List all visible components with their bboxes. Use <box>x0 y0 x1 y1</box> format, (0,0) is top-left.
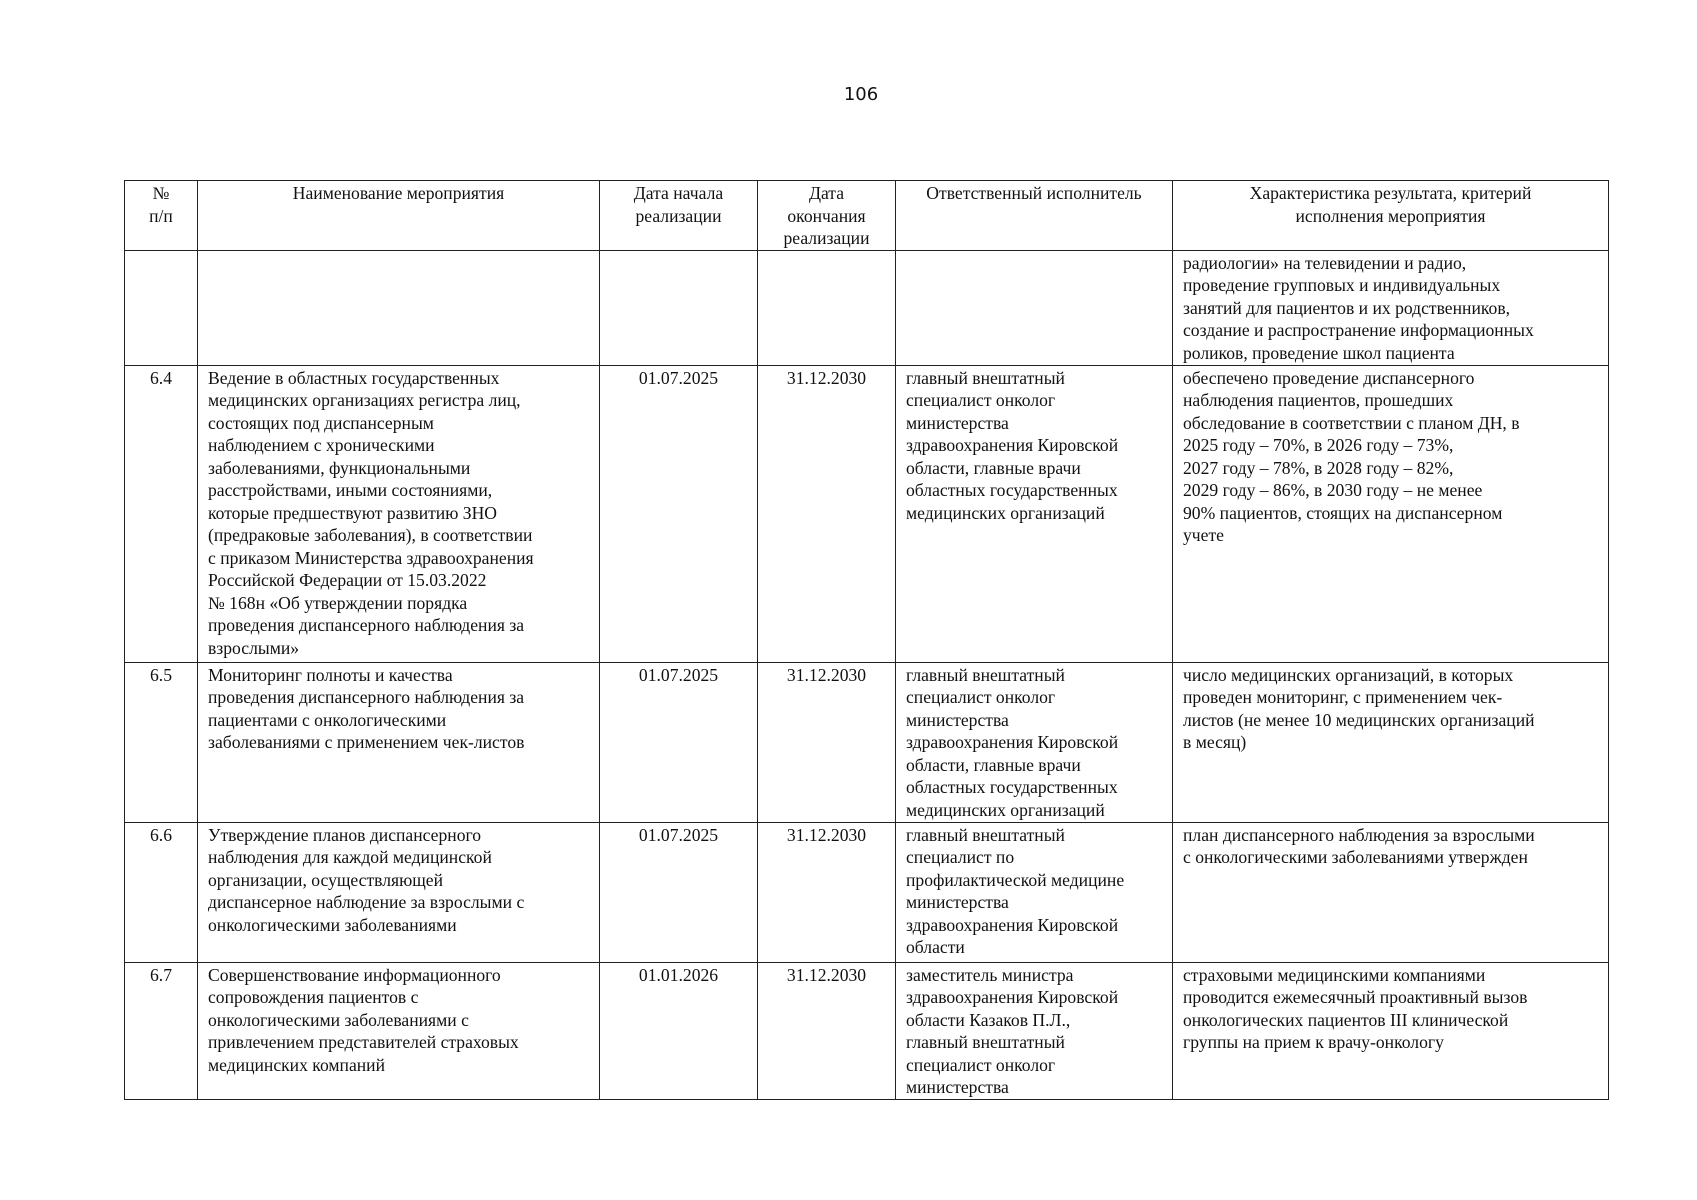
header-activity-name: Наименование мероприятия <box>198 181 600 251</box>
header-responsible: Ответственный исполнитель <box>896 181 1173 251</box>
table-row <box>125 365 1609 662</box>
cell-end-date: 31.12.2030 <box>758 662 896 822</box>
cell-activity-name <box>198 250 600 365</box>
header-start-date: Дата начала реализации <box>600 181 758 251</box>
cell-number: 6.7 <box>125 962 198 1099</box>
cell-result: страховыми медицинскими компаниями проводится ежемесячный проактивный вызов онкологических пациентов III клинической группы на прием к врачу-онкологу <box>1173 962 1609 1099</box>
cell-activity-name: Мониторинг полноты и качества проведения диспансерного наблюдения за пациентами с онкологическими заболеваниями с применением чек-листов <box>198 662 600 822</box>
table-row <box>125 822 1609 962</box>
header-row <box>125 181 1609 251</box>
cell-activity-name: Ведение в областных государственных медицинских организациях регистра лиц, состоящих под диспансерным наблюдением с хроническими заболеваниями, функциональными расстройствами, иными состояниями, которые предшествуют развитию ЗНО (предраковые заболевания), в соответствии с приказом Министерства здравоохранения Российской Федерации от 15.03.2022 № 168н «Об утверждении порядка проведения диспансерного наблюдения за взрослыми» <box>198 365 600 662</box>
cell-result: число медицинских организаций, в которых проведен мониторинг, с применением чек- листов (не менее 10 медицинских организаций в месяц) <box>1173 662 1609 822</box>
cell-responsible <box>896 250 1173 365</box>
cell-responsible: главный внештатный специалист онколог министерства здравоохранения Кировской области, главные врачи областных государственных медицинских организаций <box>896 662 1173 822</box>
activities-table <box>124 180 1609 1100</box>
cell-start-date: 01.07.2025 <box>600 365 758 662</box>
cell-activity-name: Совершенствование информационного сопровождения пациентов с онкологическими заболеваниями с привлечением представителей страховых медицинских компаний <box>198 962 600 1099</box>
header-number: № п/п <box>125 181 198 251</box>
cell-result: обеспечено проведение диспансерного наблюдения пациентов, прошедших обследование в соответствии с планом ДН, в 2025 году – 70%, в 2026 году – 73%, 2027 году – 78%, в 2028 году – 82%, 2029 году – 86%, в 2030 году – не менее 90% пациентов, стоящих на диспансерном учете <box>1173 365 1609 662</box>
table-header <box>125 181 1609 251</box>
cell-result: радиологии» на телевидении и радио, проведение групповых и индивидуальных занятий для пациентов и их родственников, создание и распространение информационных роликов, проведение школ пациента <box>1173 250 1609 365</box>
cell-result: план диспансерного наблюдения за взрослыми с онкологическими заболеваниями утвержден <box>1173 822 1609 962</box>
cell-end-date: 31.12.2030 <box>758 822 896 962</box>
cell-number: 6.5 <box>125 662 198 822</box>
cell-number <box>125 250 198 365</box>
table-row <box>125 662 1609 822</box>
cell-responsible: главный внештатный специалист онколог министерства здравоохранения Кировской области, главные врачи областных государственных медицинских организаций <box>896 365 1173 662</box>
page-number: 106 <box>843 84 879 105</box>
cell-responsible: заместитель министра здравоохранения Кировской области Казаков П.Л., главный внештатный специалист онколог министерства <box>896 962 1173 1099</box>
header-end-date: Дата окончания реализации <box>758 181 896 251</box>
cell-start-date: 01.01.2026 <box>600 962 758 1099</box>
cell-activity-name: Утверждение планов диспансерного наблюдения для каждой медицинской организации, осуществляющей диспансерное наблюдение за взрослыми с онкологическими заболеваниями <box>198 822 600 962</box>
cell-number: 6.6 <box>125 822 198 962</box>
cell-number: 6.4 <box>125 365 198 662</box>
cell-start-date: 01.07.2025 <box>600 662 758 822</box>
cell-start-date <box>600 250 758 365</box>
table-row <box>125 962 1609 1099</box>
table-body <box>125 250 1609 1099</box>
cell-end-date <box>758 250 896 365</box>
header-result: Характеристика результата, критерий исполнения мероприятия <box>1173 181 1609 251</box>
cell-responsible: главный внештатный специалист по профилактической медицине министерства здравоохранения Кировской области <box>896 822 1173 962</box>
table-row <box>125 250 1609 365</box>
cell-end-date: 31.12.2030 <box>758 962 896 1099</box>
cell-end-date: 31.12.2030 <box>758 365 896 662</box>
cell-start-date: 01.07.2025 <box>600 822 758 962</box>
